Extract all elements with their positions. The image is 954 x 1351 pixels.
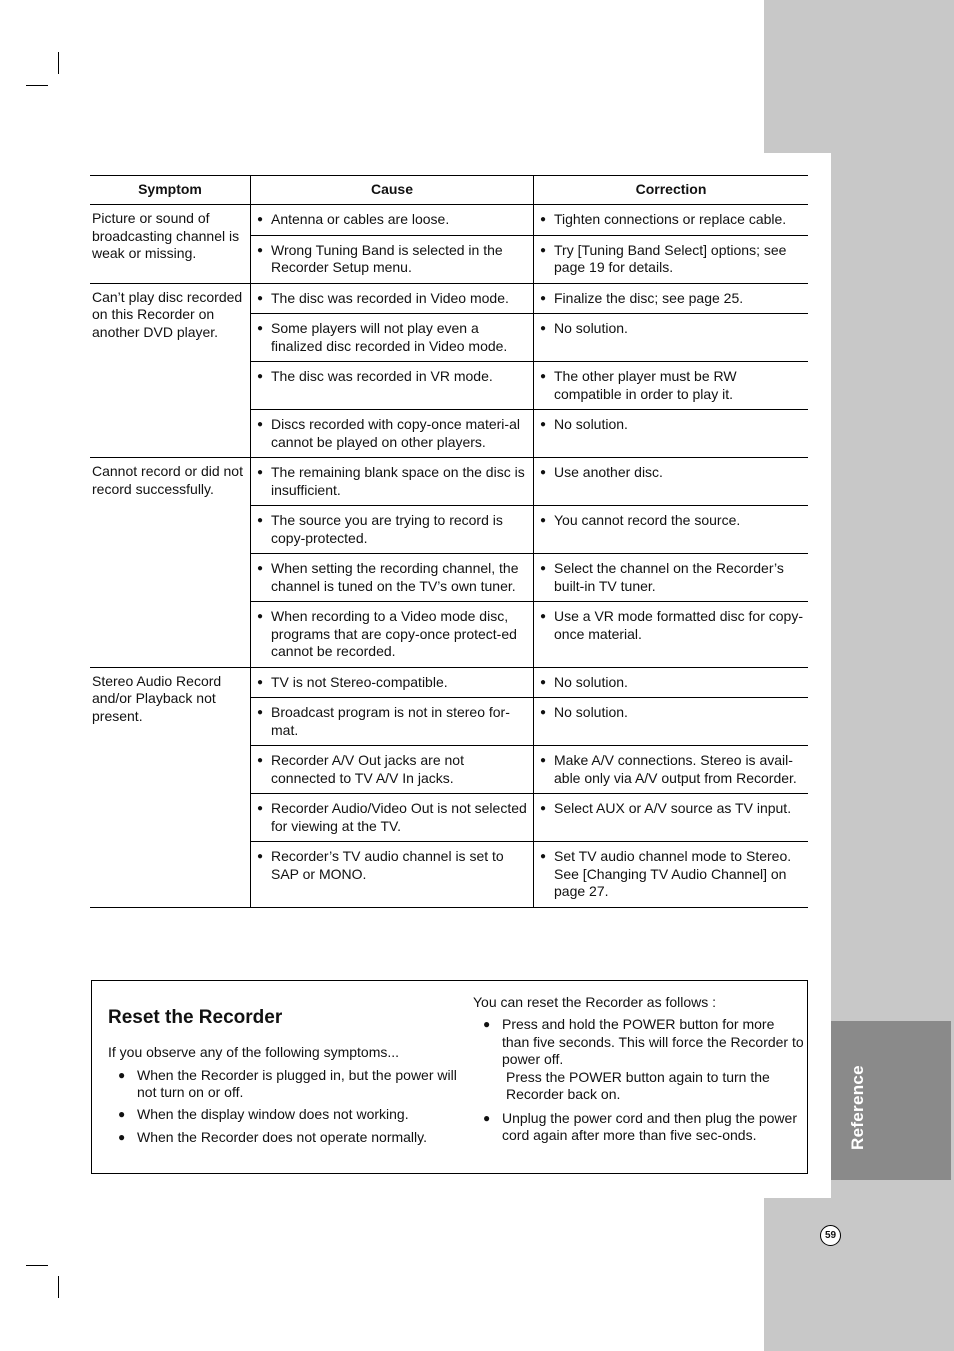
crop-mark xyxy=(26,1265,48,1266)
table-row xyxy=(90,458,808,506)
correction-cell xyxy=(534,746,809,794)
correction-cell xyxy=(534,205,809,236)
section-tab-label: Reference xyxy=(848,1065,867,1150)
list-item xyxy=(483,1016,805,1104)
correction-text: Use a VR mode formatted disc for copy-once material. xyxy=(554,608,803,642)
step-line: Press and hold the POWER button for more than five seconds. This will force the Recorder to power off. xyxy=(502,1016,804,1067)
bullet-icon: ● xyxy=(540,292,547,304)
cause-cell xyxy=(251,205,534,236)
correction-cell xyxy=(534,667,809,698)
correction-cell xyxy=(534,506,809,554)
bullet-icon: ● xyxy=(118,1068,126,1082)
crop-mark xyxy=(58,1276,59,1298)
bullet-icon: ● xyxy=(540,803,547,814)
cause-text: Recorder A/V Out jacks are not connected to TV A/V In jacks. xyxy=(271,752,464,786)
correction-text: No solution. xyxy=(554,416,628,432)
bullet-icon: ● xyxy=(257,611,264,622)
header-cause: Cause xyxy=(251,176,534,205)
bullet-icon: ● xyxy=(540,371,547,382)
side-band-bottom xyxy=(764,1198,954,1351)
symptom-cell: Picture or sound of broadcasting channel is weak or missing. xyxy=(90,205,251,284)
bullet-icon: ● xyxy=(540,611,547,622)
step-text xyxy=(502,1016,805,1104)
bullet-icon: ● xyxy=(540,323,547,334)
step-text xyxy=(502,1110,805,1145)
reset-steps-intro: You can reset the Recorder as follows : xyxy=(473,994,717,1010)
cause-cell xyxy=(251,283,534,314)
correction-cell xyxy=(534,698,809,746)
correction-cell xyxy=(534,410,809,458)
cause-text: Wrong Tuning Band is selected in the Recorder Setup menu. xyxy=(271,241,503,275)
step-line: Press the POWER button again to turn the Recorder back on. xyxy=(506,1068,770,1102)
table-body xyxy=(90,205,808,908)
correction-text: Make A/V connections. Stereo is avail-able only via A/V output from Recorder. xyxy=(554,752,797,786)
correction-text: Select AUX or A/V source as TV input. xyxy=(554,800,792,816)
bullet-icon: ● xyxy=(540,419,547,430)
cause-text: The remaining blank space on the disc is insufficient. xyxy=(271,464,525,498)
cause-cell xyxy=(251,602,534,668)
cause-text: When recording to a Video mode disc, programs that are copy-once protect-ed cannot be recorded. xyxy=(271,608,517,659)
cause-text: Recorder’s TV audio channel is set to SAP or MONO. xyxy=(271,848,504,882)
bullet-icon: ● xyxy=(257,214,264,225)
bullet-icon: ● xyxy=(540,467,547,478)
correction-text: Set TV audio channel mode to Stereo. See [Changing TV Audio Channel] on page 27. xyxy=(554,848,792,899)
symptom-cell: Stereo Audio Record and/or Playback not present. xyxy=(90,667,251,907)
cause-text: When setting the recording channel, the channel is tuned on the TV’s own tuner. xyxy=(271,560,519,594)
troubleshooting-table xyxy=(90,175,808,908)
cause-text: TV is not Stereo-compatible. xyxy=(271,673,448,690)
bullet-icon: ● xyxy=(118,1129,126,1144)
correction-text: You cannot record the source. xyxy=(554,512,741,528)
reset-steps-list xyxy=(483,1016,805,1151)
correction-cell xyxy=(534,458,809,506)
table-row xyxy=(90,205,808,236)
correction-text: No solution. xyxy=(554,704,628,720)
cause-text: Some players will not play even a finalized disc recorded in Video mode. xyxy=(271,320,508,354)
cause-cell xyxy=(251,794,534,842)
bullet-icon: ● xyxy=(540,515,547,526)
bullet-icon: ● xyxy=(257,467,264,478)
bullet-icon: ● xyxy=(257,851,264,862)
symptom-cell: Can’t play disc recorded on this Recorder on another DVD player. xyxy=(90,283,251,458)
crop-mark xyxy=(26,85,48,86)
symptom-text: When the display window does not working. xyxy=(137,1106,409,1122)
reset-intro: If you observe any of the following symptoms... xyxy=(108,1044,400,1060)
correction-cell xyxy=(534,314,809,362)
cause-text: Recorder Audio/Video Out is not selected for viewing at the TV. xyxy=(271,800,527,834)
cause-cell xyxy=(251,314,534,362)
bullet-icon: ● xyxy=(118,1107,126,1121)
correction-cell xyxy=(534,602,809,668)
bullet-icon: ● xyxy=(540,707,547,718)
cause-cell xyxy=(251,506,534,554)
step-line: Unplug the power cord and then plug the power cord again after more than five sec-onds. xyxy=(502,1109,797,1143)
bullet-icon: ● xyxy=(540,214,547,225)
header-correction: Correction xyxy=(534,176,809,205)
list-item xyxy=(118,1067,458,1100)
bullet-icon: ● xyxy=(483,1110,491,1125)
correction-cell xyxy=(534,235,809,283)
list-item xyxy=(118,1129,458,1146)
list-item xyxy=(483,1110,805,1145)
symptom-text: When the Recorder does not operate normally. xyxy=(137,1128,428,1145)
cause-text: The disc was recorded in VR mode. xyxy=(271,368,493,384)
table-row xyxy=(90,667,808,698)
correction-cell xyxy=(534,554,809,602)
bullet-icon: ● xyxy=(540,851,547,862)
cause-cell xyxy=(251,842,534,908)
cause-text: The disc was recorded in Video mode. xyxy=(271,289,509,306)
bullet-icon: ● xyxy=(540,755,547,766)
bullet-icon: ● xyxy=(540,676,547,688)
correction-text: Finalize the disc; see page 25. xyxy=(554,289,744,306)
reset-box xyxy=(91,980,808,1174)
bullet-icon: ● xyxy=(257,292,264,304)
cause-cell xyxy=(251,458,534,506)
reset-title: Reset the Recorder xyxy=(108,1007,283,1028)
bullet-icon: ● xyxy=(257,371,264,382)
cause-text: Discs recorded with copy-once materi-al cannot be played on other players. xyxy=(271,416,520,450)
correction-text: No solution. xyxy=(554,320,628,336)
bullet-icon: ● xyxy=(257,803,264,814)
bullet-icon: ● xyxy=(257,323,264,334)
cause-cell xyxy=(251,698,534,746)
cause-cell xyxy=(251,235,534,283)
correction-cell xyxy=(534,794,809,842)
cause-cell xyxy=(251,410,534,458)
cause-cell xyxy=(251,362,534,410)
bullet-icon: ● xyxy=(540,563,547,574)
cause-cell xyxy=(251,746,534,794)
correction-cell xyxy=(534,362,809,410)
bullet-icon: ● xyxy=(257,515,264,526)
bullet-icon: ● xyxy=(257,676,264,688)
crop-mark xyxy=(58,52,59,74)
correction-text: Tighten connections or replace cable. xyxy=(554,211,787,227)
bullet-icon: ● xyxy=(257,707,264,718)
bullet-icon: ● xyxy=(540,244,547,256)
list-item xyxy=(118,1106,458,1123)
bullet-icon: ● xyxy=(257,563,264,574)
correction-text: The other player must be RW compatible in order to play it. xyxy=(554,368,737,402)
correction-cell xyxy=(534,283,809,314)
correction-text: Use another disc. xyxy=(554,464,663,480)
bullet-icon: ● xyxy=(257,419,264,430)
bullet-icon: ● xyxy=(257,755,264,766)
cause-text: Broadcast program is not in stereo for-mat. xyxy=(271,704,510,738)
symptom-text: When the Recorder is plugged in, but the power will not turn on or off. xyxy=(137,1067,457,1100)
bullet-icon: ● xyxy=(483,1017,491,1031)
side-band-top xyxy=(764,0,954,153)
cause-text: Antenna or cables are loose. xyxy=(271,211,450,227)
cause-cell xyxy=(251,554,534,602)
header-symptom: Symptom xyxy=(90,176,251,205)
bullet-icon: ● xyxy=(257,244,264,256)
correction-text: No solution. xyxy=(554,673,628,690)
correction-text: Try [Tuning Band Select] options; see page 19 for details. xyxy=(554,241,787,275)
reset-symptom-list xyxy=(118,1067,458,1151)
correction-text: Select the channel on the Recorder’s built-in TV tuner. xyxy=(554,560,784,594)
cause-cell xyxy=(251,667,534,698)
page-number: 59 xyxy=(820,1225,841,1246)
table-row xyxy=(90,283,808,314)
symptom-cell: Cannot record or did not record successfully. xyxy=(90,458,251,668)
cause-text: The source you are trying to record is copy-protected. xyxy=(271,512,503,546)
correction-cell xyxy=(534,842,809,908)
